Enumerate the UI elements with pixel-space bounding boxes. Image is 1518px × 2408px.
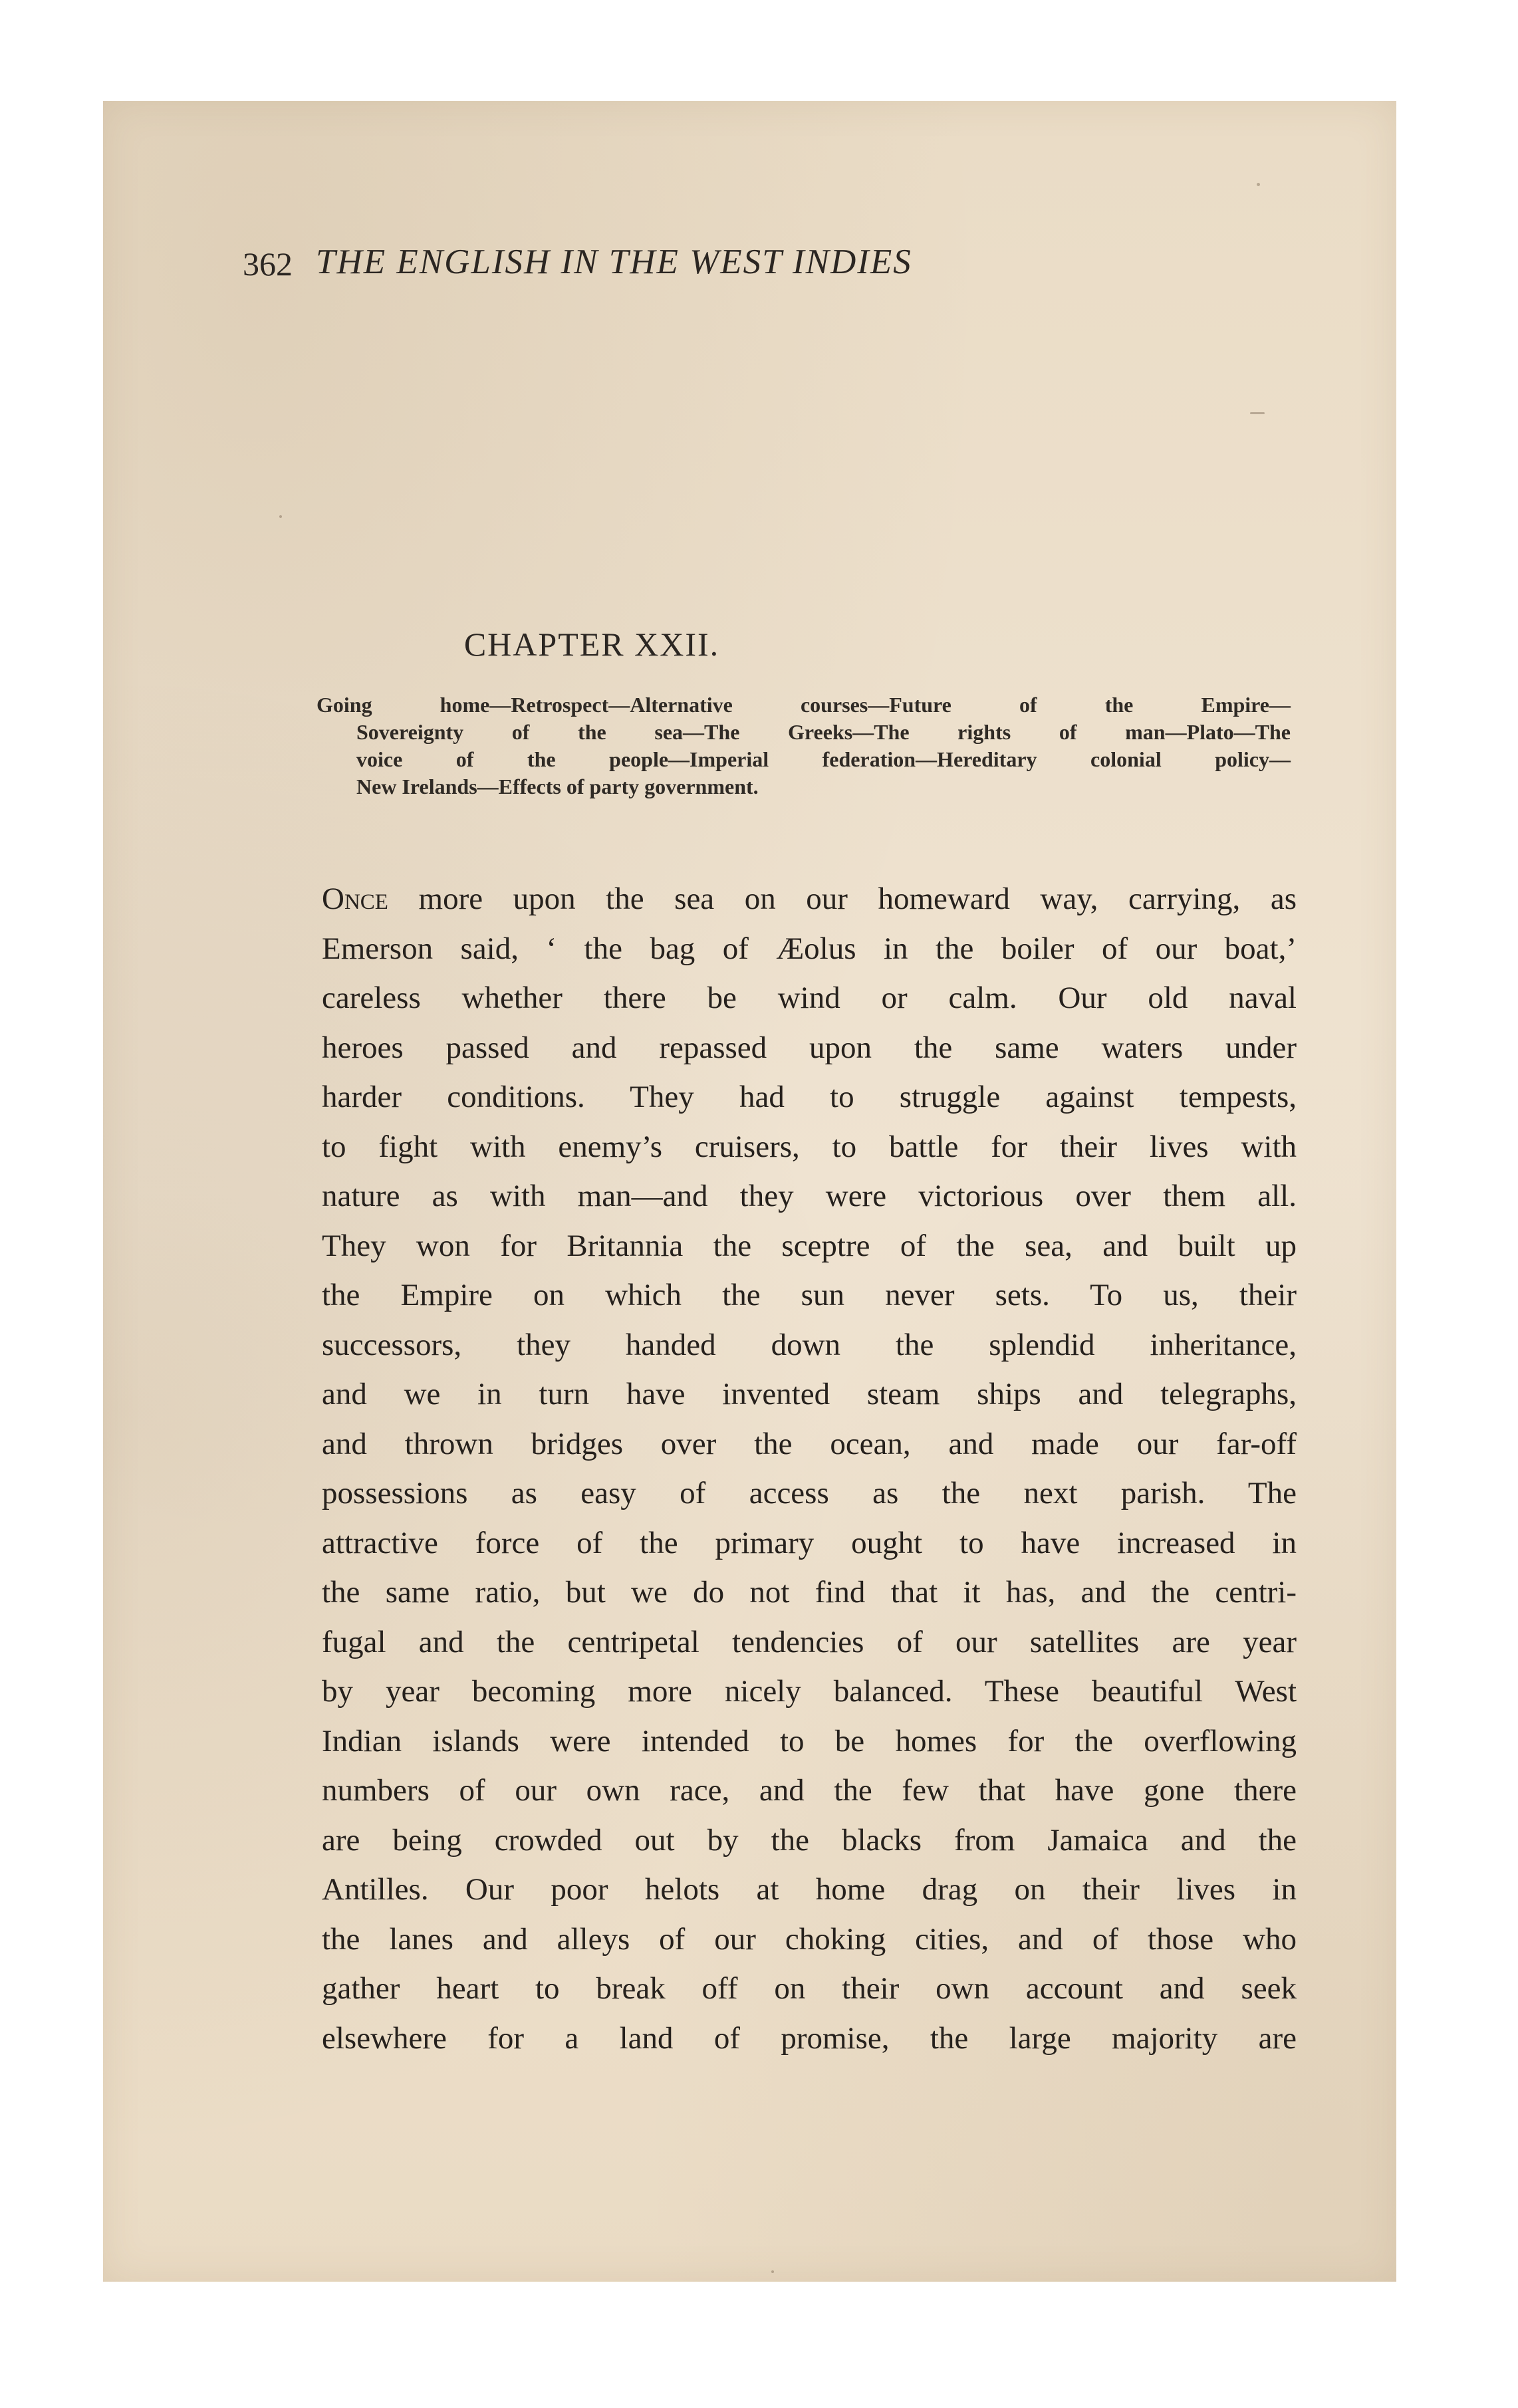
body-line: the same ratio, but we do not find that it has, and the centri- — [322, 1575, 1297, 1610]
body-line: by year becoming more nicely balanced. These beautiful West — [322, 1674, 1297, 1709]
page-number: 362 — [243, 245, 293, 283]
body-line: are being crowded out by the blacks from Jamaica and the — [322, 1822, 1297, 1858]
first-line-rest: more upon the sea on our homeward way, carrying, as — [388, 882, 1297, 916]
paper-speck — [279, 515, 282, 518]
body-line: attractive force of the primary ought to have increased in — [322, 1525, 1297, 1560]
paper-speck — [1257, 183, 1260, 186]
body-line: the Empire on which the sun never sets. To us, their — [322, 1278, 1297, 1312]
body-line: Emerson said, ‘ the bag of Æolus in the boiler of our boat,’ — [322, 931, 1297, 966]
summary-line: Sovereignty of the sea—The Greeks—The rights of man—Plato—The — [356, 720, 1291, 744]
opening-word: Once — [322, 882, 388, 916]
running-head: THE ENGLISH IN THE WEST INDIES — [316, 243, 912, 281]
body-line: careless whether there be wind or calm. Our old naval — [322, 981, 1297, 1015]
body-line: to fight with enemy’s cruisers, to battle for their lives with — [322, 1129, 1297, 1164]
body-line: Antilles. Our poor helots at home drag on their lives in — [322, 1872, 1297, 1907]
body-line: harder conditions. They had to struggle against tempests, — [322, 1080, 1297, 1114]
body-line: heroes passed and repassed upon the same waters under — [322, 1030, 1297, 1065]
body-line: numbers of our own race, and the few that have gone there — [322, 1773, 1297, 1808]
chapter-title: CHAPTER XXII. — [463, 626, 720, 663]
body-line: elsewhere for a land of promise, the large majority are — [322, 2020, 1297, 2056]
summary-line: Going home—Retrospect—Alternative courses—Future of the Empire— — [316, 693, 1291, 717]
body-line: possessions as easy of access as the next parish. The — [322, 1476, 1297, 1510]
body-line: and thrown bridges over the ocean, and made our far-off — [322, 1426, 1297, 1461]
body-paragraph — [322, 874, 1297, 2063]
body-line-first — [322, 874, 1297, 924]
body-line: successors, they handed down the splendid inheritance, — [322, 1327, 1297, 1362]
body-line: the lanes and alleys of our choking cities, and of those who — [322, 1921, 1297, 1957]
paper-speck — [771, 2270, 774, 2273]
body-line: They won for Britannia the sceptre of the sea, and built up — [322, 1228, 1297, 1263]
body-line: and we in turn have invented steam ships and telegraphs, — [322, 1377, 1297, 1411]
body-line: gather heart to break off on their own account and seek — [322, 1971, 1297, 2006]
page-header — [243, 238, 1194, 298]
summary-line: voice of the people—Imperial federation—Hereditary colonial policy— — [356, 747, 1291, 771]
body-line: nature as with man—and they were victorious over them all. — [322, 1179, 1297, 1213]
summary-line: New Irelands—Effects of party government. — [356, 775, 759, 798]
chapter-summary — [316, 691, 1291, 800]
paper-speck — [1250, 412, 1265, 414]
body-line: fugal and the centripetal tendencies of our satellites are year — [322, 1624, 1297, 1659]
body-line: Indian islands were intended to be homes for the overflowing — [322, 1723, 1297, 1758]
